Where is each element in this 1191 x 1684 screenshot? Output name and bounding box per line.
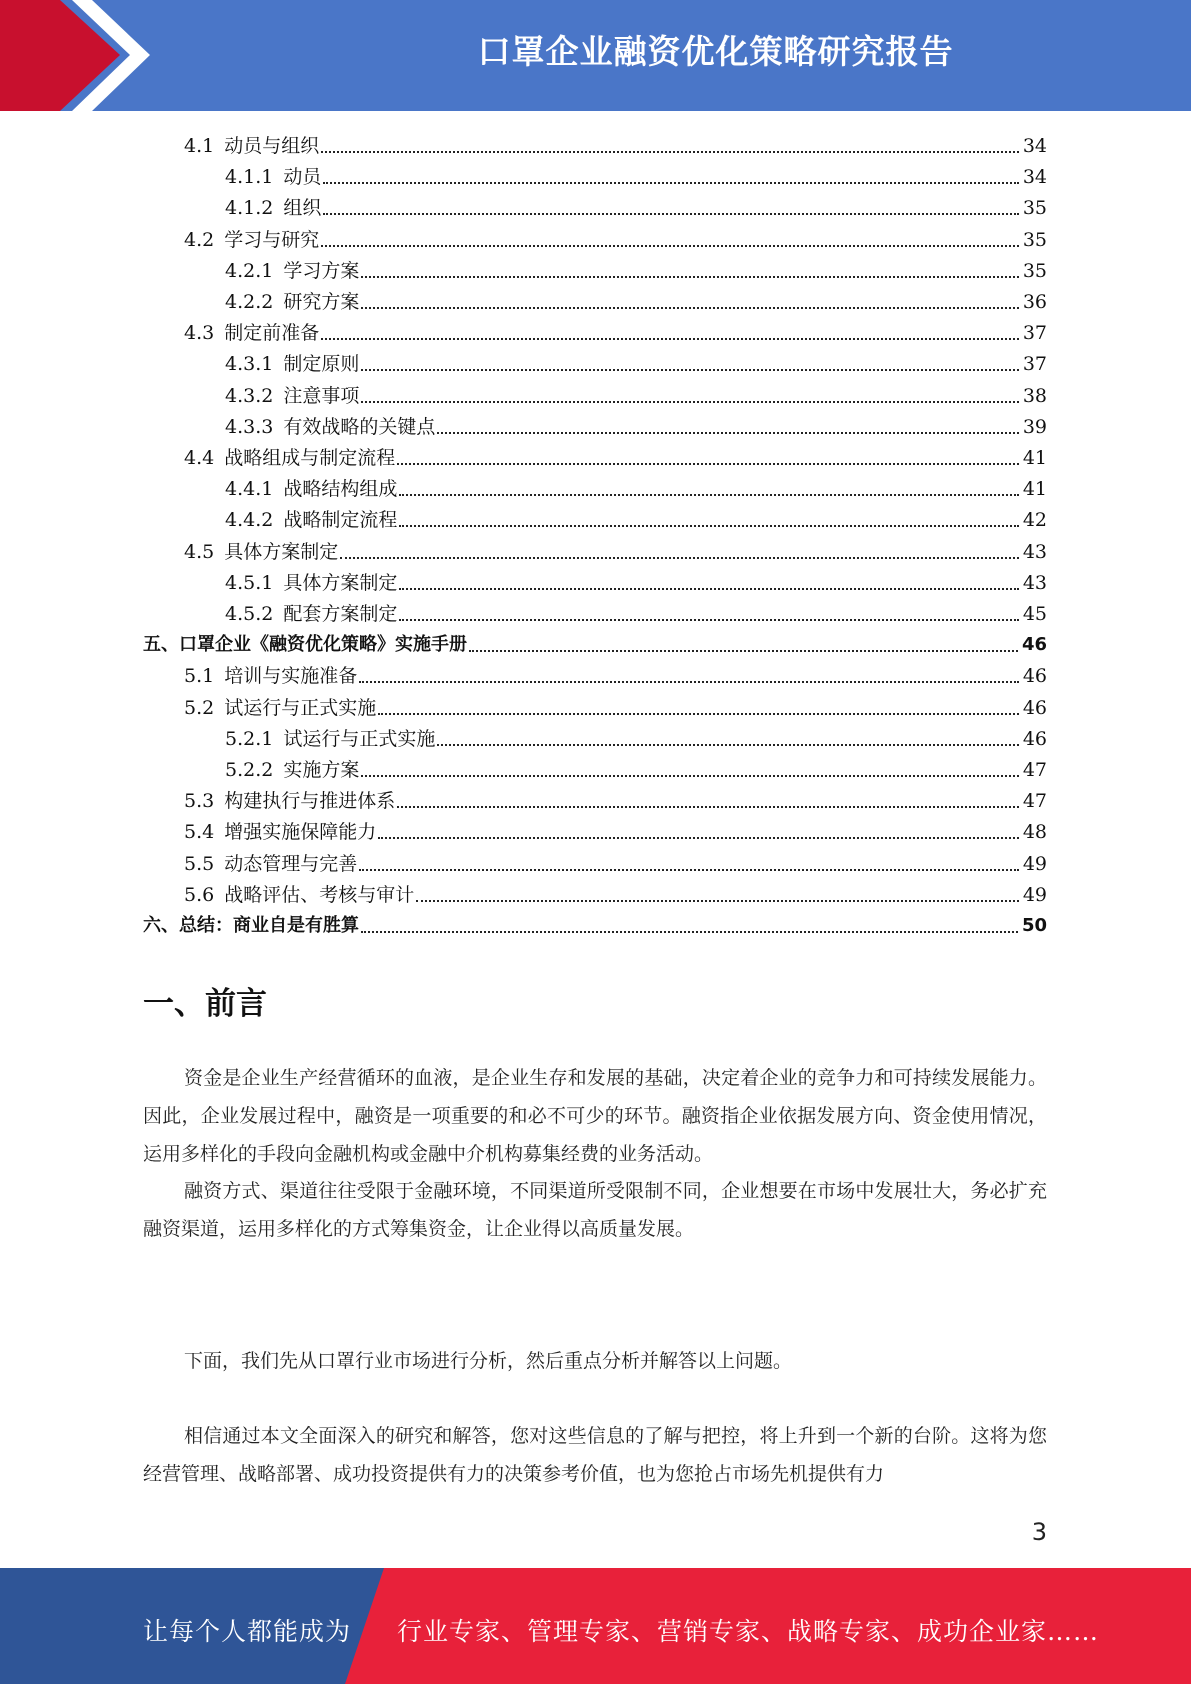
toc-entry[interactable]: [225, 190, 1047, 221]
toc-entry-title: 动员与组织: [224, 135, 320, 157]
toc-entry[interactable]: [225, 284, 1047, 315]
toc-leader-dots: [321, 245, 1019, 247]
toc-entry-page: 41: [1022, 447, 1047, 469]
toc-entry-page: 43: [1022, 540, 1047, 563]
toc-entry-number: 5.1: [184, 665, 215, 688]
toc-entry-number: 4.2: [184, 228, 215, 251]
toc-entry-number: 4.4: [184, 447, 215, 469]
toc-entry[interactable]: [225, 565, 1047, 596]
toc-entry-title: 具体方案制定: [283, 571, 398, 594]
toc-entry[interactable]: [225, 502, 1047, 533]
toc-entry-title: 注意事项: [283, 384, 360, 407]
toc-leader-dots: [399, 588, 1018, 590]
toc-leader-dots: [397, 806, 1019, 808]
toc-leader-dots: [399, 525, 1018, 527]
toc-entry[interactable]: [143, 627, 1047, 658]
toc-entry-number: 4.1.1: [225, 166, 274, 189]
toc-leader-dots: [323, 213, 1018, 215]
toc-entry[interactable]: [184, 877, 1047, 908]
toc-entry-title: 有效战略的关键点: [283, 415, 436, 438]
toc-entry-number: 4.3.1: [225, 353, 274, 376]
toc-entry-number: 5.2.1: [225, 727, 274, 750]
toc-entry[interactable]: [225, 346, 1047, 377]
header-chevron-decoration: [0, 0, 160, 111]
toc-entry[interactable]: [184, 315, 1047, 346]
toc-entry-page: 35: [1022, 228, 1047, 251]
toc-entry-number: 4.1: [184, 135, 215, 157]
toc-entry[interactable]: [184, 814, 1047, 845]
toc-entry-title: 战略制定流程: [283, 509, 398, 532]
toc-entry-page: 42: [1022, 509, 1047, 532]
toc-entry-number: 4.2.2: [225, 291, 274, 313]
toc-leader-dots: [361, 931, 1018, 933]
toc-entry[interactable]: [225, 159, 1047, 190]
toc-entry[interactable]: [225, 409, 1047, 440]
toc-entry[interactable]: [184, 658, 1047, 689]
toc-entry-number: 4.5.2: [225, 603, 274, 625]
footer-slogan-right: 行业专家、管理专家、营销专家、战略专家、成功企业家……: [397, 1617, 1100, 1646]
toc-entry[interactable]: [225, 752, 1047, 783]
toc-leader-dots: [416, 900, 1019, 902]
toc-leader-dots: [399, 494, 1018, 496]
toc-leader-dots: [323, 182, 1018, 184]
toc-leader-dots: [361, 307, 1018, 309]
toc-entry[interactable]: [225, 471, 1047, 502]
toc-entry-page: 35: [1022, 197, 1047, 220]
toc-entry-title: 动态管理与完善: [224, 852, 358, 875]
toc-entry[interactable]: [184, 222, 1047, 253]
toc-entry-number: 5.2: [184, 696, 215, 719]
toc-entry-number: 4.3.2: [225, 384, 274, 407]
toc-entry-page: 37: [1022, 322, 1047, 345]
toc-entry-number: 5.4: [184, 821, 215, 844]
toc-entry-number: 4.3.3: [225, 415, 274, 438]
toc-entry-title: 研究方案: [283, 291, 360, 313]
toc-leader-dots: [361, 775, 1018, 777]
toc-entry-number: 4.2.1: [225, 259, 274, 282]
toc-entry-page: 48: [1022, 821, 1047, 844]
toc-entry-title: 战略组成与制定流程: [224, 447, 396, 469]
toc-entry-title: 制定前准备: [224, 322, 320, 345]
toc-entry[interactable]: [225, 253, 1047, 284]
toc-leader-dots: [397, 463, 1019, 465]
paragraph: 下面，我们先从口罩行业市场进行分析，然后重点分析并解答以上问题。: [184, 1350, 793, 1372]
toc-leader-dots: [378, 713, 1019, 715]
toc-leader-dots: [361, 276, 1018, 278]
toc-entry-page: 45: [1022, 603, 1047, 625]
toc-entry-number: 5.2.2: [225, 759, 274, 781]
toc-entry[interactable]: [184, 783, 1047, 814]
toc-entry-title: 配套方案制定: [283, 603, 398, 625]
footer-slogan-left: 让每个人都能成为: [143, 1617, 352, 1646]
toc-entry-number: 5.6: [184, 883, 215, 906]
toc-entry-page: 50: [1021, 915, 1047, 936]
toc-entry-title: 战略结构组成: [283, 478, 398, 501]
toc-entry-number: 5.5: [184, 852, 215, 875]
toc-entry-page: 47: [1022, 790, 1047, 813]
paragraph: 融资方式、渠道往往受限于金融环境，不同渠道所受限制不同，企业想要在市场中发展壮大，务必扩充融资渠道，运用多样化的方式筹集资金，让企业得以高质量发展。: [143, 1180, 1047, 1240]
toc-entry-page: 46: [1022, 696, 1047, 719]
toc-entry-title: 六、总结：商业自是有胜算: [143, 915, 359, 936]
toc-entry[interactable]: [184, 534, 1047, 565]
toc-entry-title: 学习与研究: [224, 228, 320, 251]
toc-leader-dots: [321, 151, 1019, 153]
toc-leader-dots: [340, 557, 1019, 559]
toc-entry-title: 实施方案: [283, 759, 360, 781]
toc-leader-dots: [361, 369, 1018, 371]
toc-entry-title: 具体方案制定: [224, 540, 339, 563]
toc-leader-dots: [399, 619, 1018, 621]
toc-entry-page: 36: [1022, 291, 1047, 313]
toc-entry-title: 试运行与正式实施: [224, 696, 377, 719]
toc-entry-page: 47: [1022, 759, 1047, 781]
toc-entry[interactable]: [184, 128, 1047, 159]
toc-entry[interactable]: [184, 690, 1047, 721]
toc-entry-number: 4.3: [184, 322, 215, 345]
toc-leader-dots: [321, 338, 1019, 340]
toc-entry-page: 34: [1022, 166, 1047, 189]
report-title: 口罩企业融资优化策略研究报告: [477, 32, 954, 71]
toc-leader-dots: [361, 401, 1018, 403]
toc-entry[interactable]: [225, 378, 1047, 409]
toc-entry-page: 46: [1022, 665, 1047, 688]
toc-entry[interactable]: [184, 440, 1047, 471]
toc-leader-dots: [378, 837, 1019, 839]
page-number: 3: [1031, 1518, 1047, 1546]
toc-entry-title: 制定原则: [283, 353, 360, 376]
toc-entry-page: 43: [1022, 571, 1047, 594]
toc-entry-number: 5.3: [184, 790, 215, 813]
page-header: [0, 0, 1191, 111]
toc-entry-page: 34: [1022, 135, 1047, 157]
toc-entry[interactable]: [184, 846, 1047, 877]
toc-leader-dots: [469, 650, 1018, 652]
toc-entry[interactable]: [225, 721, 1047, 752]
toc-entry-page: 35: [1022, 259, 1047, 282]
toc-entry[interactable]: [225, 596, 1047, 627]
toc-entry-page: 46: [1022, 727, 1047, 750]
toc-entry-number: 4.5: [184, 540, 215, 563]
toc-leader-dots: [359, 869, 1019, 871]
toc-entry-number: 4.5.1: [225, 571, 274, 594]
toc-entry[interactable]: [143, 908, 1047, 939]
paragraph: 资金是企业生产经营循环的血液，是企业生存和发展的基础，决定着企业的竞争力和可持续发展能力。因此，企业发展过程中，融资是一项重要的和必不可少的环节。融资指企业依据发展方向、资金使用情况，运用多样化的手段向金融机构或金融中介机构募集经费的业务活动。: [143, 1067, 1047, 1165]
toc-entry-title: 增强实施保障能力: [224, 821, 377, 844]
toc-entry-title: 培训与实施准备: [224, 665, 358, 688]
section-heading: 一、前言: [143, 986, 267, 1022]
toc-entry-title: 战略评估、考核与审计: [224, 883, 415, 906]
toc-entry-page: 49: [1022, 852, 1047, 875]
toc-entry-number: 4.4.1: [225, 478, 274, 501]
toc-entry-page: 37: [1022, 353, 1047, 376]
toc-entry-page: 41: [1022, 478, 1047, 501]
page-footer: [0, 1568, 1191, 1684]
toc-leader-dots: [437, 744, 1018, 746]
toc-entry-title: 动员: [283, 166, 322, 189]
toc-entry-page: 46: [1021, 634, 1047, 656]
toc-entry-number: 4.4.2: [225, 509, 274, 532]
toc-entry-title: 试运行与正式实施: [283, 727, 436, 750]
toc-entry-page: 49: [1022, 883, 1047, 906]
toc-leader-dots: [359, 681, 1019, 683]
toc-entry-title: 学习方案: [283, 259, 360, 282]
toc-entry-title: 五、口罩企业《融资优化策略》实施手册: [143, 634, 467, 656]
toc-entry-page: 39: [1022, 415, 1047, 438]
toc-leader-dots: [437, 432, 1018, 434]
toc-entry-page: 38: [1022, 384, 1047, 407]
toc-entry-title: 构建执行与推进体系: [224, 790, 396, 813]
toc-entry-title: 组织: [283, 197, 322, 220]
toc-entry-number: 4.1.2: [225, 197, 274, 220]
paragraph: 相信通过本文全面深入的研究和解答，您对这些信息的了解与把控，将上升到一个新的台阶。这将为您经营管理、战略部署、成功投资提供有力的决策参考价值，也为您抢占市场先机提供有力: [143, 1425, 1047, 1485]
